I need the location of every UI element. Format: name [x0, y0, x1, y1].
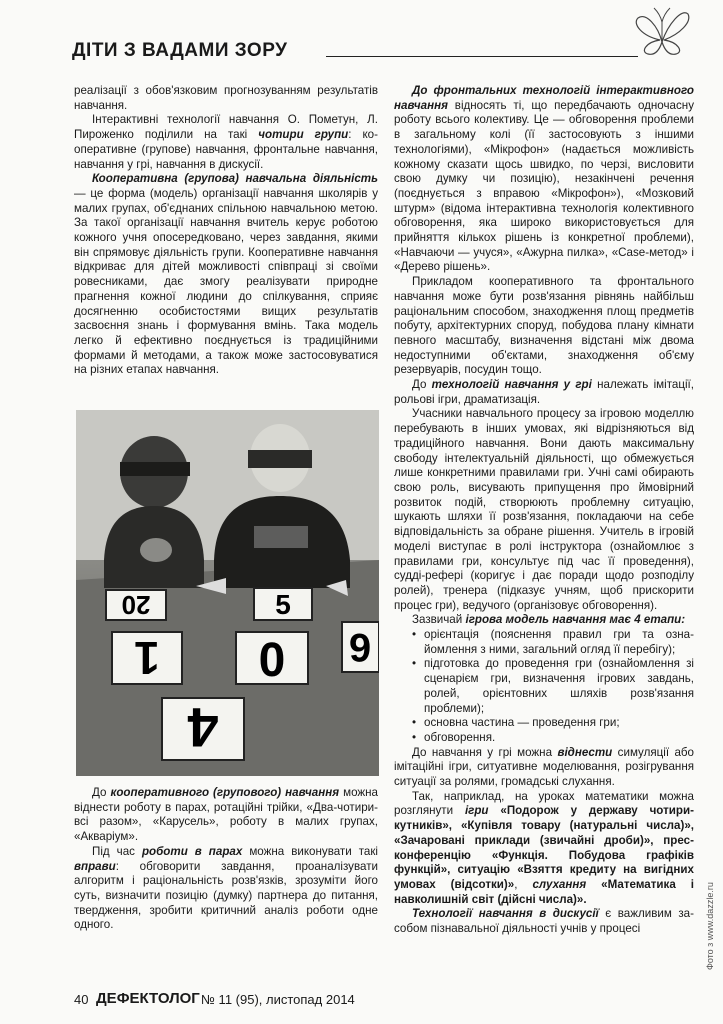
- card-number: 4: [187, 696, 219, 759]
- photo-caption-text: [74, 786, 378, 933]
- list-item: • основна частина — проведення гри;: [424, 716, 694, 731]
- card-number: 5: [275, 589, 291, 620]
- paragraph: реалізації з обов'язковим прогнозуванням результатів навчання.: [74, 84, 378, 112]
- side-credit-text: Фото з www.dazzle.ru: [705, 882, 715, 970]
- butterfly-icon: [632, 2, 692, 58]
- photo-illustration: [76, 410, 379, 776]
- list-item: • обговорення.: [424, 731, 694, 746]
- card-number: 20: [121, 590, 151, 620]
- page-header: [72, 38, 632, 64]
- paragraph: Технології навчання в дискусії є важливим засобом пізнавальної діяльності учнів у процесі: [394, 907, 694, 936]
- side-credit: [705, 780, 719, 980]
- section-title: ДІТИ З ВАДАМИ ЗОРУ: [72, 40, 288, 61]
- list-item: • підготовка до проведення гри (ознайомлення зі сценарієм гри, визначення ігрових завдань, ролей, орієнтовних шляхів розв'язання проблеми);: [424, 657, 694, 716]
- paragraph: Під час роботи в парах можна виконувати такі вправи: обговорити завдання, проаналізувати алгоритм і раціональність розв'язків, зрозуміти його суть, визначити позицію (думку) партнера до питання, твердження, зробити критичний аналіз роботи одне одного.: [74, 844, 378, 932]
- list-item: • орієнтація (пояснення правил гри та ознайомлення з ними, загальний огляд її перебігу);: [424, 628, 694, 657]
- card-number: 0: [258, 634, 286, 687]
- right-column: [394, 84, 694, 937]
- paragraph: До кооперативного (групового) навчання можна віднести роботу в парах, ротаційні трійки, «Два-чотири-всі разом», «Карусель», роботу в малих групах, «Акваріум».: [74, 786, 378, 844]
- paragraph: Прикладом кооперативного та фронтального навчання може бути розв'язання рівнянь найбільш раціональним способом, знаходження площ предметів побуту, архітектурних споруд, побудова плану кімнати певного масштабу, визначення відстані між двома недоступними об'єктами, знаходження об'єму резервуарів, посудин тощо.: [394, 275, 694, 377]
- page-footer: [74, 990, 674, 1012]
- issue-info: № 11 (95), листопад 2014: [201, 992, 355, 1007]
- paragraph: До фронтальних технологій інтерактивного навчання відносять ті, що передбачають одночасну роботу всього колективу. Це — обговорення проблеми в загальному колі (її застосовують з іншими технологіями), «Мікрофон» (надається можливість кожному сказати щось швидко, по черзі, висловити свою думку чи позицію), незакінчені речення (поєднується з вправою «Мікрофон»), «Мозковий штурм» (відома інтерактивна технологія колективного обговорення, яка широко використовується для прийняття кількох рішень із конкретної проблеми), «Навчаючи — учуся», «Ажурна пилка», «Case-метод» і «Дерево рішень».: [394, 84, 694, 274]
- magazine-logo: ДЕФЕКТОЛОГ: [96, 990, 200, 1007]
- paragraph: Учасники навчального процесу за ігровою моделлю перебувають в інших умовах, які відрізняються від традиційного навчання. Вони дають максимальну свободу інтелектуальній діяльності, що обмежується лише конкретними правилами гри. Учні самі обирають свою роль, висувають припущення про ймовірний розвиток подій, створюють проблемну ситуацію, шукають шляхи її розв'язання, покладаючи на себе відповідальність за обране рішення. Учитель в ігровій моделі виступає в ролі інструктора (ознайомлює з правилами гри, консультує під час її проведення), судді-рефері (коригує і дає поради щодо розподілу ролей), тренера (підказує учням, щоб прискорити процес гри), ведучого (організовує обговорення).: [394, 407, 694, 612]
- paragraph: Інтерактивні технології навчання О. Пометун, Л. Пироженко поділили на такі чотири групи: кооперативне (групове) навчання, фронтальне навчання, навчання у грі, навчання в дискусії.: [74, 113, 378, 171]
- card-number: 1: [134, 632, 160, 684]
- paragraph: Кооперативна (групова) навчальна діяльність — це форма (модель) організації навчання школярів у малих групах, об'єднаних спільною навчальною метою. За такої організації навчання вчитель керує роботою кожного учня опосередковано, через завдання, якими він спрямовує діяльність групи. Кооперативне навчання відкриває для дітей можливості співпраці зі своїми ровесниками, дає змогу реалізувати природне прагнення кожної людини до спілкування, сприяє досягненню особистостями вищих результатів засвоєння знань і формування вмінь. Така модель легко й ефективно поєднується із традиційними формами й методами, а також може застосовуватися на різних етапах навчання.: [74, 172, 378, 377]
- page-number: 40: [74, 992, 89, 1007]
- paragraph: До технологій навчання у грі належать імітації, рольові ігри, драматизація.: [394, 378, 694, 406]
- paragraph: До навчання у грі можна віднести симуляції або імітаційні ігри, ситуативне моделювання, розігрування ситуації за ролями, громадські слухання.: [394, 745, 694, 789]
- paragraph: Зазвичай ігрова модель навчання має 4 етапи:: [412, 613, 686, 627]
- stages-list: [394, 628, 694, 746]
- photo-children-blindfolded: [76, 410, 379, 776]
- header-rule: [326, 56, 638, 57]
- paragraph: Так, наприклад, на уроках математики можна розглянути ігри «Подорож у державу чотирикутників», «Купівля товару (натуральні числа)», «Зачаровані приклади (звичайні дроби)», прес-конференцію «Функція. Побудова графіків функцій», ситуацію «Взяття кредиту на вигідних умовах (відсотки)», слухання «Математика і навколишній світ (дійсні числа)».: [394, 789, 694, 906]
- card-number: 6: [348, 625, 372, 669]
- left-column: [74, 84, 378, 378]
